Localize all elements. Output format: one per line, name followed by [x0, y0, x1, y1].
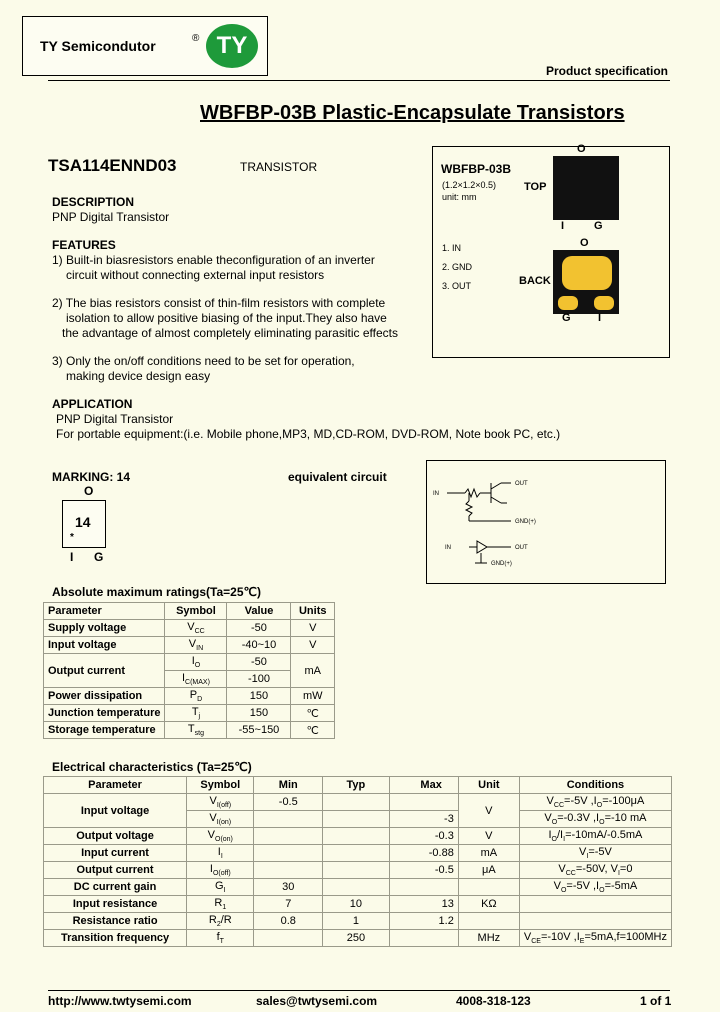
table-cell: Supply voltage	[44, 620, 165, 637]
table-cell: ℃	[291, 705, 335, 722]
table-cell: $V_{CC}$	[165, 620, 227, 637]
table-cell: $R_1$	[187, 896, 254, 913]
application-line: PNP Digital Transistor	[56, 412, 174, 426]
table-cell: mA	[458, 845, 519, 862]
table-row	[44, 845, 672, 862]
table-cell	[323, 794, 390, 811]
table-cell	[254, 862, 323, 879]
table-cell: Input current	[44, 845, 187, 862]
table-cell: mA	[291, 654, 335, 688]
table-row	[44, 705, 335, 722]
table-cell: $G_I$	[187, 879, 254, 896]
package-name: WBFBP-03B	[441, 162, 512, 176]
table-header: Parameter	[44, 603, 165, 620]
table-cell	[254, 845, 323, 862]
product-spec-label: Product specification	[545, 64, 668, 78]
feature-line: 3) Only the on/off conditions need to be set for operation,	[52, 354, 355, 368]
table-header: Value	[227, 603, 291, 620]
eq-in-label: IN	[433, 491, 439, 497]
footer-phone: 4008-318-123	[456, 994, 531, 1008]
eq-gnd-label-2: GND(+)	[491, 561, 512, 567]
table-cell	[389, 879, 458, 896]
table-cell: $V_O=-5V$ $,I_O=-5mA$	[519, 879, 671, 896]
table-cell	[519, 913, 671, 930]
marking-dot: *	[70, 532, 74, 543]
table-row	[44, 688, 335, 705]
table-cell: -100	[227, 671, 291, 688]
table-cell: Input resistance	[44, 896, 187, 913]
table-cell	[254, 930, 323, 947]
table-header: Typ	[323, 777, 390, 794]
table-cell: $V_{CC}=-5V$ $,I_O=-100\mu A$	[519, 794, 671, 811]
table-cell	[323, 828, 390, 845]
part-number: TSA114ENND03	[48, 156, 177, 175]
footer-rule	[48, 990, 670, 991]
package-dims: (1.2×1.2×0.5)	[442, 180, 497, 190]
company-name: TY Semicondutor	[40, 38, 156, 54]
footer-page: 1 of 1	[640, 994, 672, 1008]
marking-pin-i: I	[70, 550, 74, 564]
table-cell: Output current	[44, 654, 165, 688]
table-row	[44, 930, 672, 947]
pad-out	[562, 256, 612, 290]
table-cell: Storage temperature	[44, 722, 165, 739]
table-cell: 30	[254, 879, 323, 896]
table-cell: $V_O=-0.3V$ $,I_O=-10$ mA	[519, 811, 671, 828]
eq-out-label-2: OUT	[515, 545, 528, 551]
table-cell: $V_{I(on)}$	[187, 811, 254, 828]
table-cell: $V_{IN}$	[165, 637, 227, 654]
table-header: Unit	[458, 777, 519, 794]
table-cell: $V_I=-5V$	[519, 845, 671, 862]
table-cell: -0.3	[389, 828, 458, 845]
table-row	[44, 828, 672, 845]
table-cell	[389, 794, 458, 811]
table-cell: 150	[227, 688, 291, 705]
feature-line: 2) The bias resistors consist of thin-film resistors with complete	[52, 296, 386, 310]
table-cell: 10	[323, 896, 390, 913]
document-title: WBFBP-03B Plastic-Encapsulate Transistors	[200, 102, 625, 124]
pin-label: 2. GND	[442, 262, 473, 272]
table-cell: KΩ	[458, 896, 519, 913]
table-cell: $I_O$	[165, 654, 227, 671]
table-cell	[254, 828, 323, 845]
table-cell: V	[291, 620, 335, 637]
table-cell: Input voltage	[44, 637, 165, 654]
table-cell: ℃	[291, 722, 335, 739]
table-cell: -0.88	[389, 845, 458, 862]
table-cell	[458, 879, 519, 896]
application-line: For portable equipment:(i.e. Mobile phone,MP3, MD,CD-ROM, DVD-ROM, Note book PC, etc.)	[56, 427, 561, 441]
table-header: Symbol	[165, 603, 227, 620]
chip-top-view	[553, 156, 619, 220]
table-cell: V	[458, 828, 519, 845]
table-row	[44, 896, 672, 913]
table-cell	[254, 811, 323, 828]
marking-label: MARKING: 14	[52, 470, 131, 484]
table-header: Parameter	[44, 777, 187, 794]
table-cell: $V_{I(off)}$	[187, 794, 254, 811]
eq-in-label-2: IN	[445, 545, 451, 551]
back-label: BACK	[519, 275, 551, 287]
table-header: Symbol	[187, 777, 254, 794]
table-cell: -3	[389, 811, 458, 828]
top-label: TOP	[524, 181, 547, 193]
back-pin-g: G	[562, 312, 571, 324]
registered-mark: ®	[192, 33, 200, 44]
table-cell: $I_O/I_I=-10mA/-0.5mA$	[519, 828, 671, 845]
feature-line: 1) Built-in biasresistors enable theconfiguration of an inverter	[52, 253, 375, 267]
table-cell: $V_{O(on)}$	[187, 828, 254, 845]
table-cell: 150	[227, 705, 291, 722]
table-cell: Input voltage	[44, 794, 187, 828]
table-cell: 13	[389, 896, 458, 913]
marking-code: 14	[75, 514, 91, 530]
abs-max-title: Absolute maximum ratings(Ta=25℃)	[52, 585, 261, 599]
table-row	[44, 913, 672, 930]
feature-line: circuit without connecting external input resistors	[66, 268, 325, 282]
table-cell: Resistance ratio	[44, 913, 187, 930]
table-row	[44, 637, 335, 654]
pad-in	[594, 296, 614, 310]
table-cell: Junction temperature	[44, 705, 165, 722]
package-unit: unit: mm	[442, 192, 477, 202]
table-cell: -55~150	[227, 722, 291, 739]
equivalent-circuit-label: equivalent circuit	[288, 470, 387, 484]
table-cell	[519, 896, 671, 913]
features-heading: FEATURES	[52, 238, 116, 252]
table-header: Min	[254, 777, 323, 794]
table-cell	[458, 913, 519, 930]
back-pin-o: O	[580, 237, 589, 249]
footer-url[interactable]: http://www.twtysemi.com	[48, 994, 192, 1008]
table-cell: $P_D$	[165, 688, 227, 705]
equivalent-circuit-diagram	[427, 461, 665, 583]
elec-table	[43, 776, 672, 947]
table-header-row	[44, 603, 335, 620]
equivalent-circuit-box	[426, 460, 666, 584]
elec-title: Electrical characteristics (Ta=25℃)	[52, 760, 252, 774]
table-header-row	[44, 777, 672, 794]
table-cell: -40~10	[227, 637, 291, 654]
pad-gnd	[558, 296, 578, 310]
table-cell: $V_{CC}=-50V$, $V_I=0$	[519, 862, 671, 879]
part-type: TRANSISTOR	[240, 160, 318, 174]
table-cell: 1	[323, 913, 390, 930]
feature-line: isolation to allow positive biasing of the input.They also have	[66, 311, 387, 325]
table-cell: V	[458, 794, 519, 828]
feature-line: making device design easy	[66, 369, 211, 383]
table-cell: 250	[323, 930, 390, 947]
table-cell: 1.2	[389, 913, 458, 930]
marking-pin-g: G	[94, 550, 104, 564]
description-text: PNP Digital Transistor	[52, 210, 170, 224]
table-cell: $T_j$	[165, 705, 227, 722]
back-pin-i: I	[598, 312, 602, 324]
table-row	[44, 862, 672, 879]
table-header: Units	[291, 603, 335, 620]
table-cell: Output voltage	[44, 828, 187, 845]
table-cell: Transition frequency	[44, 930, 187, 947]
pin-label: 1. IN	[442, 243, 462, 253]
eq-gnd-label: GND(+)	[515, 519, 536, 525]
table-cell: Output current	[44, 862, 187, 879]
table-cell: Power dissipation	[44, 688, 165, 705]
top-pin-g: G	[594, 220, 603, 232]
table-cell: 0.8	[254, 913, 323, 930]
table-cell: $I_I$	[187, 845, 254, 862]
table-cell: -0.5	[254, 794, 323, 811]
table-row	[44, 620, 335, 637]
table-cell: -50	[227, 620, 291, 637]
table-row	[44, 654, 335, 671]
table-cell: -0.5	[389, 862, 458, 879]
ty-logo-icon: TY	[206, 24, 258, 68]
table-cell	[323, 862, 390, 879]
header-rule	[48, 80, 670, 81]
table-cell: $I_{C(MAX)}$	[165, 671, 227, 688]
table-cell: V	[291, 637, 335, 654]
table-cell: DC current gain	[44, 879, 187, 896]
table-row	[44, 879, 672, 896]
table-cell: MHz	[458, 930, 519, 947]
table-cell: $I_{O(off)}$	[187, 862, 254, 879]
table-cell: $V_{CE}=-10V$ $,I_E=5mA,f=100MHz$	[519, 930, 671, 947]
eq-out-label: OUT	[515, 481, 528, 487]
footer-email[interactable]: sales@twtysemi.com	[256, 994, 378, 1008]
marking-pin-o: O	[84, 484, 94, 498]
table-header: Conditions	[519, 777, 671, 794]
abs-max-table	[43, 602, 335, 739]
package-box	[432, 146, 670, 358]
table-cell	[389, 930, 458, 947]
table-cell: $R_2/R$	[187, 913, 254, 930]
table-cell	[323, 845, 390, 862]
table-cell	[323, 879, 390, 896]
table-row	[44, 722, 335, 739]
table-row	[44, 794, 672, 811]
table-cell: mW	[291, 688, 335, 705]
feature-line: the advantage of almost completely eliminating parasitic effects	[62, 326, 398, 340]
application-heading: APPLICATION	[52, 397, 133, 411]
table-cell: $T_{stg}$	[165, 722, 227, 739]
table-cell: $f_T$	[187, 930, 254, 947]
top-pin-o: O	[577, 143, 586, 155]
table-cell: μA	[458, 862, 519, 879]
description-heading: DESCRIPTION	[52, 195, 135, 209]
table-cell	[323, 811, 390, 828]
top-pin-i: I	[561, 220, 565, 232]
table-cell: 7	[254, 896, 323, 913]
pin-label: 3. OUT	[442, 281, 472, 291]
table-cell: -50	[227, 654, 291, 671]
table-header: Max	[389, 777, 458, 794]
